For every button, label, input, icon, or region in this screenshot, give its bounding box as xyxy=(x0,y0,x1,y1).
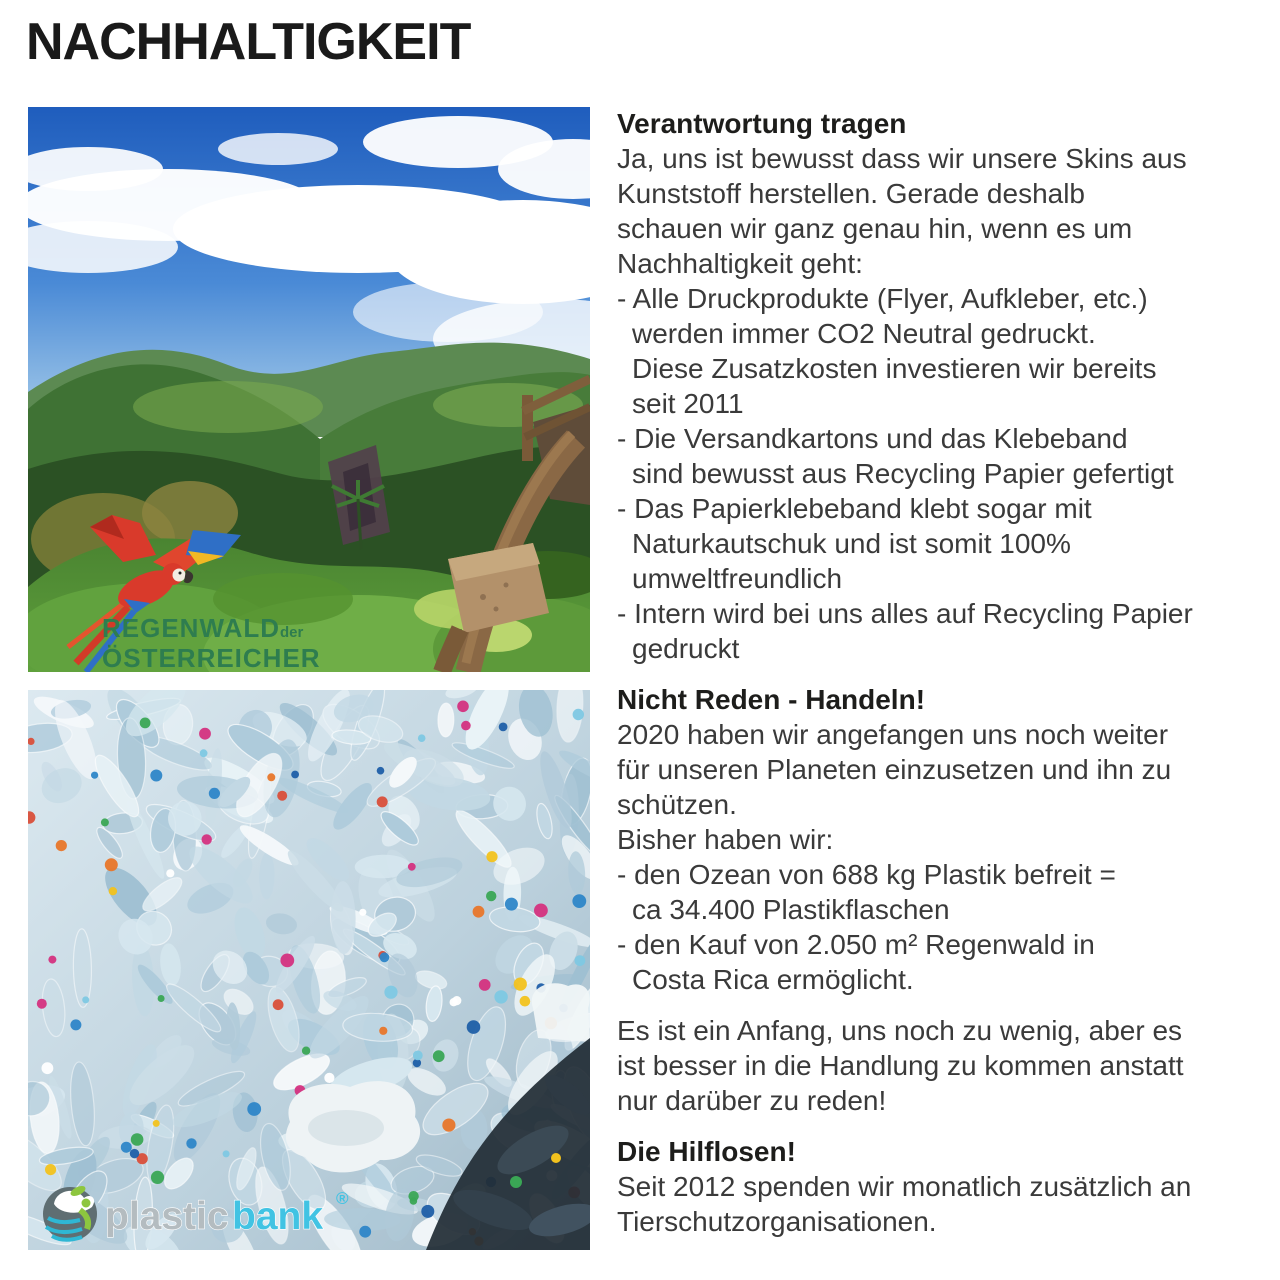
body-line: Naturkautschuk und ist somit 100% xyxy=(632,528,1071,559)
body-line: gedruckt xyxy=(632,633,740,664)
body-line: für unseren Planeten einzusetzen und ihn zu xyxy=(617,754,1172,785)
rainforest-photo xyxy=(28,107,590,672)
regenwald-logo-line1: REGENWALD xyxy=(102,613,280,643)
section-heading: Die Hilflosen! xyxy=(617,1136,796,1167)
bullet-line: - Intern wird bei uns alles auf Recycling Papier xyxy=(617,598,1193,629)
text-column xyxy=(617,106,1277,1255)
plasticbank-logo-word1: plastic xyxy=(105,1195,229,1238)
body-line: Kunststoff herstellen. Gerade deshalb xyxy=(617,178,1086,209)
body-line: 2020 haben wir angefangen uns noch weiter xyxy=(617,719,1169,750)
bullet-line: - Alle Druckprodukte (Flyer, Aufkleber, etc.) xyxy=(617,283,1148,314)
body-line: ca 34.400 Plastikflaschen xyxy=(632,894,950,925)
body-line: nur darüber zu reden! xyxy=(617,1085,887,1116)
section-hilflosen xyxy=(617,1134,1277,1239)
bullet-line: - Das Papierklebeband klebt sogar mit xyxy=(617,493,1092,524)
plasticbank-logo-word2: bank xyxy=(232,1195,324,1238)
body-line: Tierschutzorganisationen. xyxy=(617,1206,937,1237)
body-line: Nachhaltigkeit geht: xyxy=(617,248,863,279)
section-anfang xyxy=(617,1013,1277,1118)
body-line: Diese Zusatzkosten investieren wir bereits xyxy=(632,353,1157,384)
plastic-bottles-photo xyxy=(28,690,590,1250)
regenwald-logo-line2: ÖSTERREICHER xyxy=(102,643,321,672)
body-line: schützen. xyxy=(617,789,737,820)
body-line: ist besser in die Handlung zu kommen anstatt xyxy=(617,1050,1184,1081)
bullet-line: - den Ozean von 688 kg Plastik befreit = xyxy=(617,859,1116,890)
body-line: Seit 2012 spenden wir monatlich zusätzlich an xyxy=(617,1171,1192,1202)
section-heading: Verantwortung tragen xyxy=(617,108,907,139)
body-line: Ja, uns ist bewusst dass wir unsere Skins aus xyxy=(617,143,1187,174)
body-line: Bisher haben wir: xyxy=(617,824,834,855)
bullet-line: - den Kauf von 2.050 m² Regenwald in xyxy=(617,929,1095,960)
body-line: werden immer CO2 Neutral gedruckt. xyxy=(632,318,1096,349)
page-title: NACHHALTIGKEIT xyxy=(26,13,471,71)
body-line: Costa Rica ermöglicht. xyxy=(632,964,914,995)
body-line: sind bewusst aus Recycling Papier gefertigt xyxy=(632,458,1174,489)
plasticbank-logo-reg: ® xyxy=(336,1189,349,1208)
body-line: umweltfreundlich xyxy=(632,563,843,594)
section-heading: Nicht Reden - Handeln! xyxy=(617,684,926,715)
bullet-line: - Die Versandkartons und das Klebeband xyxy=(617,423,1128,454)
body-line: Es ist ein Anfang, uns noch zu wenig, aber es xyxy=(617,1015,1183,1046)
body-line: schauen wir ganz genau hin, wenn es um xyxy=(617,213,1133,244)
body-line: seit 2011 xyxy=(632,388,744,419)
regenwald-logo-der: der xyxy=(280,624,304,641)
section-verantwortung xyxy=(617,106,1277,666)
section-nicht-reden xyxy=(617,682,1277,997)
